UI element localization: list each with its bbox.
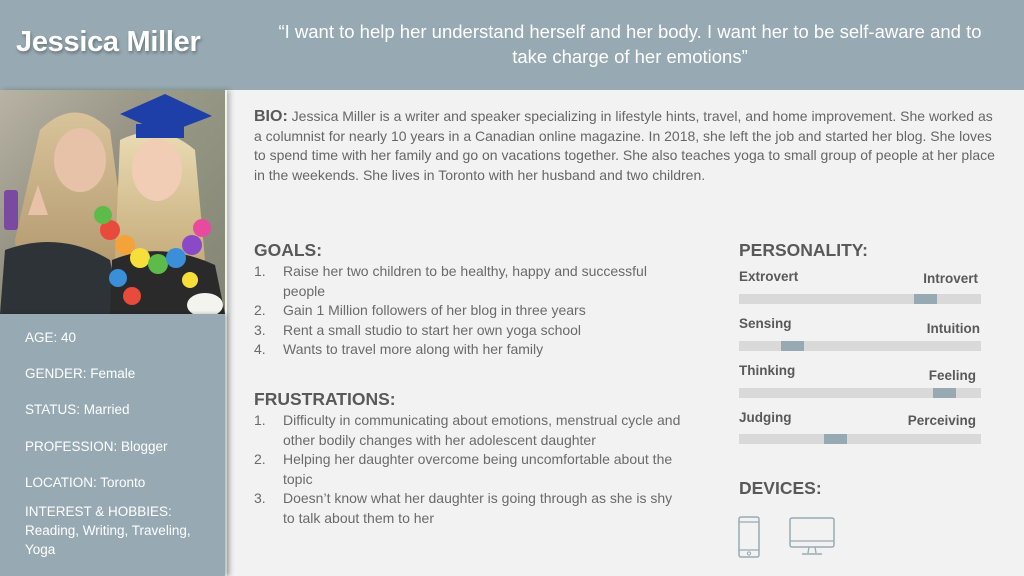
- list-number: 3.: [254, 490, 266, 506]
- profession-field: PROFESSION: Blogger: [25, 439, 168, 454]
- goals-list: [254, 262, 684, 360]
- list-number: 2.: [254, 302, 266, 318]
- persona-quote: “I want to help her understand herself and her body. I want her to be self-aware and to take charge of her emotions”: [278, 21, 982, 67]
- list-text: Doesn’t know what her daughter is going through as she is shy to talk about them to her: [283, 490, 673, 526]
- list-number: 1.: [254, 412, 266, 428]
- status-field: STATUS: Married: [25, 402, 130, 417]
- trait-left-label: Judging: [739, 410, 792, 425]
- list-text: Rent a small studio to start her own yoga school: [283, 321, 582, 338]
- personality-slider: [739, 434, 981, 444]
- slider-marker: [781, 341, 804, 351]
- list-number: 1.: [254, 263, 266, 279]
- desktop-monitor-icon: [789, 517, 835, 562]
- trait-right-label: Feeling: [928, 368, 976, 383]
- list-number: 4.: [254, 341, 266, 357]
- list-item: [254, 340, 684, 360]
- list-text: Gain 1 Million followers of her blog in three years: [283, 302, 586, 318]
- list-text: Difficulty in communicating about emotions, menstrual cycle and other bodily changes with her adolescent daughter: [283, 412, 681, 448]
- trait-left-label: Thinking: [739, 363, 796, 378]
- list-item: [254, 321, 684, 341]
- list-number: 3.: [254, 321, 266, 338]
- personality-slider: [739, 388, 981, 398]
- gender-field: GENDER: Female: [25, 366, 136, 381]
- slider-marker: [933, 388, 956, 398]
- list-item: [254, 301, 684, 321]
- goals-title: GOALS:: [254, 240, 323, 260]
- personality-title: PERSONALITY:: [739, 240, 868, 260]
- list-item: [254, 450, 686, 489]
- list-text: Helping her daughter overcome being uncomfortable about the topic: [283, 451, 673, 487]
- smartphone-icon: [738, 516, 760, 563]
- bio-section: [254, 107, 1004, 185]
- list-item: [254, 262, 684, 301]
- slider-marker: [914, 294, 937, 304]
- trait-right-label: Intuition: [926, 321, 980, 336]
- personality-slider: [739, 294, 981, 304]
- persona-photo: [0, 90, 225, 314]
- age-field: AGE: 40: [25, 330, 77, 345]
- slider-marker: [824, 434, 847, 444]
- interests-value: Reading, Writing, Traveling, Yoga: [25, 523, 191, 557]
- persona-name: Jessica Miller: [16, 26, 201, 58]
- list-text: Raise her two children to be healthy, happy and successful people: [283, 263, 647, 299]
- list-number: 2.: [254, 451, 266, 467]
- frustrations-list: [254, 411, 686, 528]
- bio-label: BIO:: [254, 108, 288, 125]
- trait-left-label: Sensing: [739, 316, 792, 331]
- trait-left-label: Extrovert: [739, 269, 799, 284]
- devices-title: DEVICES:: [739, 478, 822, 498]
- personality-slider: [739, 341, 981, 351]
- trait-right-label: Introvert: [923, 271, 978, 286]
- list-text: Wants to travel more along with her family: [283, 341, 544, 357]
- list-item: [254, 411, 686, 450]
- trait-right-label: Perceiving: [907, 413, 976, 428]
- frustrations-title: FRUSTRATIONS:: [254, 389, 396, 409]
- list-item: [254, 489, 686, 528]
- bio-text: Jessica Miller is a writer and speaker specializing in lifestyle hints, travel, and home improvement. She worked as a columnist for nearly 10 years in a Canadian online magazine. In 2018, she left the job and started her blog. She loves to spend time with her family and go on vacations together. She also teaches yoga to small group of people at her place in the weekends. She lives in Toronto with her husband and two children.: [254, 108, 995, 183]
- location-field: LOCATION: Toronto: [25, 475, 146, 490]
- interests-label: INTEREST & HOBBIES:: [25, 504, 172, 519]
